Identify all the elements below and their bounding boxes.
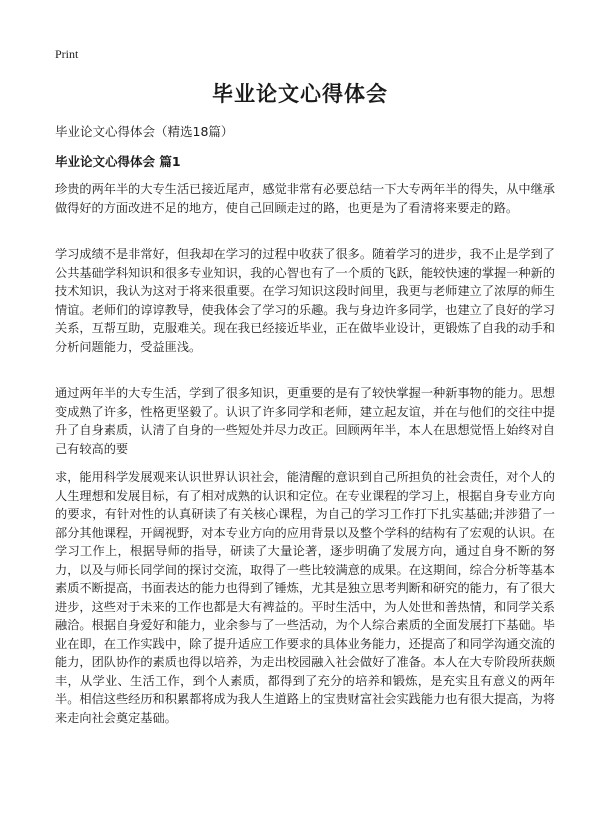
paragraph-4: 求，能用科学发展观来认识世界认识社会，能清醒的意识到自己所担负的社会责任，对个人的人生理想和发展目标，有了相对成熟的认识和定位。在专业课程的学习上，根据自身专业方向的要求，有针对性的认真研读了有关核心课程，为自己的学习工作打下扎实基础;并涉猎了一部分其他课程，开阔视野，对本专业方向的应用背景以及整个学科的结构有了宏观的认识。在学习工作上，根据导师的指导，研读了大量论著，逐步明确了发展方向，通过自身不断的努力，以及与师长同学间的探讨交流，取得了一些比较满意的成果。在这期间，综合分析等基本素质不断提高，书面表达的能力也得到了锤炼，尤其是独立思考判断和研究的能力，有了很大进步，这些对于未来的工作也都是大有裨益的。平时生活中，为人处世和善热情，和同学关系融洽。根据自身爱好和能力，业余参与了一些活动，为个人综合素质的全面发展打下基础。毕业在即，在工作实践中，除了提升适应工作要求的具体业务能力，还提高了和同学沟通交流的能力，团队协作的素质也得以培养，为走出校园融入社会做好了准备。本人在大专阶段所获颇丰，从学业、生活工作，到个人素质，都得到了充分的培养和锻炼，是充实且有意义的两年半。相信这些经历和积累都将成为我人生道路上的宝贵财富社会实践能力也有很大提高，为将来走向社会奠定基础。 bbox=[55, 470, 555, 725]
print-link[interactable]: Print bbox=[55, 47, 79, 61]
page-title: 毕业论文心得体会 bbox=[212, 82, 388, 106]
document-subtitle: 毕业论文心得体会（精选18篇） bbox=[55, 124, 234, 139]
paragraph-3: 通过两年半的大专生活，学到了很多知识，更重要的是有了较快掌握一种新事物的能力。思想变成熟了许多，性格更坚毅了。认识了许多同学和老师，建立起友谊，并在与他们的交往中提升了自身素质，认清了自身的一些短处并尽力改正。回顾两年半，本人在思想觉悟上始终对自己有较高的要 bbox=[55, 386, 555, 456]
paragraph-2: 学习成绩不是非常好，但我却在学习的过程中收获了很多。随着学习的进步，我不止是学到了公共基础学科知识和很多专业知识，我的心智也有了一个质的飞跃，能较快速的掌握一种新的技术知识，我认为这对于将来很重要。在学习知识这段时间里，我更与老师建立了浓厚的师生情谊。老师们的谆谆教导，使我体会了学习的乐趣。我与身边许多同学，也建立了良好的学习关系，互帮互助，克服难关。现在我已经接近毕业，正在做毕业设计，更锻炼了自我的动手和分析问题能力，受益匪浅。 bbox=[55, 247, 555, 354]
section-heading: 毕业论文心得体会 篇1 bbox=[55, 154, 181, 169]
paragraph-1: 珍贵的两年半的大专生活已接近尾声，感觉非常有必要总结一下大专两年半的得失，从中继承做得好的方面改进不足的地方，使自己回顾走过的路，也更是为了看清将来要走的路。 bbox=[55, 182, 555, 215]
